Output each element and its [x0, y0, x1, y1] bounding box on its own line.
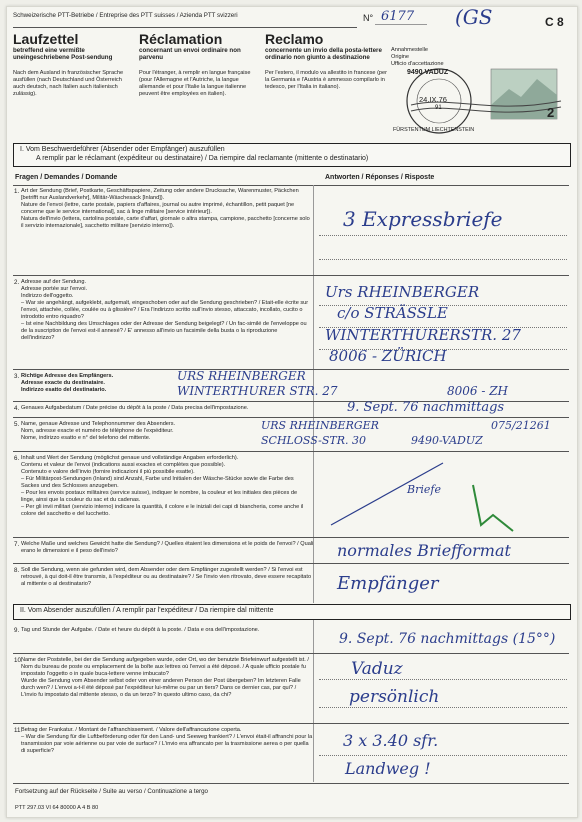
- q6-text: Inhalt und Wert der Sendung (möglichst genaue und vollständige Angaben erforderlich). Contenu et valeur de l'envoi (indications aussi exactes et complètes que possible). Contenuto e valore dell'invio (fornire indicazioni il più possibile esatte). – Für Militärpost-Sendungen (Inland) sind Anzahl, Farbe und Initialen der Wäsche-Stücke sowie die Farbe des Sackes und des Schlosses anzugeben. – Pour les envois postaux militaires (service suisse), indiquer le nombre, la couleur et les initiales des pièces de linge, ainsi que la couleur du sac et du cadenas. – Per gli invii militari (servizio interno) indicare la quantità, il colore e le iniziali dei capi di biancheria, come anche il colore del sacchetto e del lucchetto.: [21, 455, 304, 517]
- answer-q6: Briefe: [407, 483, 441, 496]
- q2-number: 2.: [14, 279, 20, 286]
- answer-q2-line2: c/o STRÄSSLE: [337, 304, 448, 322]
- continue-note: Fortsetzung auf der Rückseite / Suite au verso / Continuazione a tergo: [15, 788, 208, 795]
- q5-text: Name, genaue Adresse und Telephonnummer des Absenders. Nom, adresse exacte et numéro de téléphone de l'expéditeur. Nome, indirizzo esatto e n° del telefono del mittente.: [21, 421, 176, 441]
- q7-number: 7.: [14, 541, 20, 548]
- answer-q9: 9. Sept. 76 nachmittags (15°°): [339, 631, 556, 647]
- section-1-header: I. Vom Beschwerdeführer (Absender oder Empfänger) auszufüllen A remplir par le réclamant (expéditeur ou destinataire) / Da riempire dal reclamante (mittente o destinatario): [13, 143, 571, 167]
- answer-q3-line1: URS RHEINBERGER: [177, 369, 306, 383]
- q1-number: 1.: [14, 188, 20, 195]
- q2-text: Adresse auf der Sendung. Adresse portée sur l'envoi. Indirizzo dell'oggetto. – War sie angehängt, aufgeklebt, aufgemalt, eingeschoben oder auf die Sendung geschrieben? / Etait-elle écrite sur l'envoi, attachée, collée, coulée ou à glissière? / Era l'indirizzo scritto sull'invio stesso, attaccato, incollato, cucito o introdotto entro riquadro? – Ist eine Nachbildung des Umschlages oder der Adresse der Sendung beigelegt? / Un fac-similé de l'enveloppe ou de la suscription de l'envoi est-il annexé? / E' annesso all'invio un facsimile della busta o la riproduzione dell'indirizzo?: [21, 279, 309, 341]
- q9-text: Tag und Stunde der Aufgabe. / Date et heure du dépôt à la poste. / Data e ora dell'impostazione.: [21, 627, 260, 633]
- answer-q2-line4: 8006 - ZÜRICH: [329, 347, 447, 365]
- q1-text: Art der Sendung (Brief, Postkarte, Geschäftspapiere, Zeitung oder andere Drucksache, Warenmuster, Päckchen [betrifft nur Auslandverkehr], Militär-Wäschesack [Inland]). Nature de l'envoi (lettre, carte postale, papiers d'affaires, journal ou autre imprimé, échantillon, petit paquet [ne concerne que le service international], sac à linge militaire [service intérieur]). Natura dell'invio (lettera, cartolina postale, carte d'affari, giornale o altra stampa, campione, pacchetto [concerne solo il servizio internazionale], sacchetto militare [servizio interno]).: [21, 188, 310, 229]
- ptt-line: Schweizerische PTT-Betriebe / Entreprise des PTT suisses / Azienda PTT svizzeri: [13, 12, 238, 19]
- postmark-bottom: FÜRSTENTUM LIECHTENSTEIN: [393, 127, 475, 133]
- title-de: Laufzettel betreffend eine vermißte uneingeschriebene Post-sendung Nach dem Ausland in französischer Sprache ausfüllen (nach Deutschland und Österreich auch deutsch, nach Italien auch italienisch zulässig).: [13, 31, 124, 97]
- answer-q3-line2: WINTERTHURER STR. 27: [177, 384, 338, 398]
- answer-q4: 9. Sept. 76 nachmittags: [347, 400, 505, 415]
- q8-text: Soll die Sendung, wenn sie gefunden wird, dem Absender oder dem Empfänger zugestellt werden? / Si l'envoi est retrouvé, à qui doit-il être transmis, à l'expéditeur ou au destinataire? / Se l'invio vien ritrovato, deve essere recapitato al mittente o al destinatario?: [21, 567, 312, 587]
- form-code: C 8: [545, 15, 564, 29]
- postmark-top: 9490 VADUZ: [407, 69, 449, 76]
- q4-text: Genaues Aufgabedatum / Date précise du dépôt à la poste / Data precisa dell'impostazione.: [21, 405, 249, 411]
- q6-strike-marks: [323, 455, 569, 537]
- q6-number: 6.: [14, 455, 20, 462]
- answer-q8: Empfänger: [337, 573, 439, 594]
- reclamation-form: [6, 6, 578, 818]
- answer-q11-line2: Landweg !: [345, 759, 431, 778]
- answer-q5-phone: 075/21261: [491, 419, 551, 432]
- answers-header: Antworten / Réponses / Risposte: [325, 174, 435, 181]
- answer-q7: normales Briefformat: [337, 541, 511, 560]
- q4-number: 4.: [14, 405, 20, 412]
- answer-q10-line1: Vaduz: [351, 659, 403, 679]
- q10-number: 10.: [14, 657, 23, 664]
- answer-q2-line3: WINTERTHURERSTR. 27: [325, 326, 521, 344]
- questions-header: Fragen / Demandes / Domande: [15, 174, 118, 181]
- answer-q2-line1: Urs RHEINBERGER: [325, 283, 480, 301]
- title-it: Reclamo concernente un invio della posta-lettere ordinario non giunto a destinazione Per l'estero, il modulo va allestito in francese (per la Germania e l'Austria è ammesso compilarlo in tedesco, per l'Italia in italiano).: [265, 31, 388, 90]
- q8-number: 8.: [14, 567, 20, 574]
- answer-q11-line1: 3 x 3.40 sfr.: [343, 731, 439, 750]
- q11-text: Betrag der Frankatur. / Montant de l'affranchissement. / Valore dell'affrancazione coperta. – War die Sendung für die Luftbeförderung oder für den Land- und Seeweg frankiert? / L'envoi était-il affranchi pour la transmission par voie aérienne ou par voie de surface? / L'invio era affrancato per la trasmissione aerea o per quella di superficie?: [21, 727, 313, 754]
- handwritten-mark: (GS: [455, 5, 493, 29]
- postmark-date: 24.IX.76: [419, 95, 447, 104]
- q5-number: 5.: [14, 421, 20, 428]
- stamp-value: 2: [547, 105, 555, 120]
- answer-q1: 3 Expressbriefe: [343, 207, 503, 231]
- q3-number: 3.: [14, 373, 20, 380]
- answer-q5-city: 9490-VADUZ: [411, 434, 483, 447]
- q7-text: Welche Maße und welches Gewicht hatte die Sendung? / Quelles étaient les dimensions et le poids de l'envoi? / Quali erano le dimensioni e il peso dell'invio?: [21, 541, 314, 554]
- q9-number: 9.: [14, 627, 20, 634]
- postmark-num: 91: [435, 105, 442, 111]
- number-value: 6177: [381, 9, 415, 24]
- answer-q10-line2: persönlich: [349, 687, 440, 707]
- q3-text: Richtige Adresse des Empfängers. Adresse exacte du destinataire. Indirizzo esatto del destinatario.: [21, 373, 114, 393]
- section-2-header: II. Vom Absender auszufüllen / A remplir par l'expéditeur / Da riempire dal mittente: [13, 604, 571, 620]
- form-footer-code: PTT 297.03 VI 64 80000 A 4 B 80: [15, 805, 99, 811]
- q10-text: Name der Poststelle, bei der die Sendung aufgegeben wurde, oder Ort, wo der benutzte Briefeinwurf aufgestellt ist. / Nom du bureau de poste ou emplacement de la boîte aux lettres où l'envoi a été déposé. / A quale ufficio postale fu impostato l'oggetto o in quale buca-lettere venne imbucato? Wurde die Sendung vom Absender selbst oder von einer anderen Person der Post übergeben? Im letzteren Falle durch wen? / L'envoi a-t-il été déposé par l'expéditeur lui-même ou par un tiers? Dans ce dernier cas, par qui? / L'invio fu impostato dal mittente stesso, o da un terzo? In questo ultimo caso, da chi?: [21, 657, 309, 698]
- number-label: N°: [363, 13, 374, 23]
- office-label: Annahmestelle Origine Ufficio d'accettazione: [391, 47, 444, 67]
- answer-q5-line2: SCHLOSS-STR. 30: [261, 434, 367, 447]
- title-fr: Réclamation concernant un envoi ordinaire non parvenu Pour l'étranger, à remplir en langue française (pour l'Allemagne et l'Autriche, la langue allemande et pour l'Italie la langue italienne peuvent être employées en italien).: [139, 31, 251, 97]
- answer-q3-city: 8006 - ZH: [447, 384, 509, 398]
- q11-number: 11.: [14, 727, 23, 734]
- answer-q5-line1: URS RHEINBERGER: [261, 419, 379, 432]
